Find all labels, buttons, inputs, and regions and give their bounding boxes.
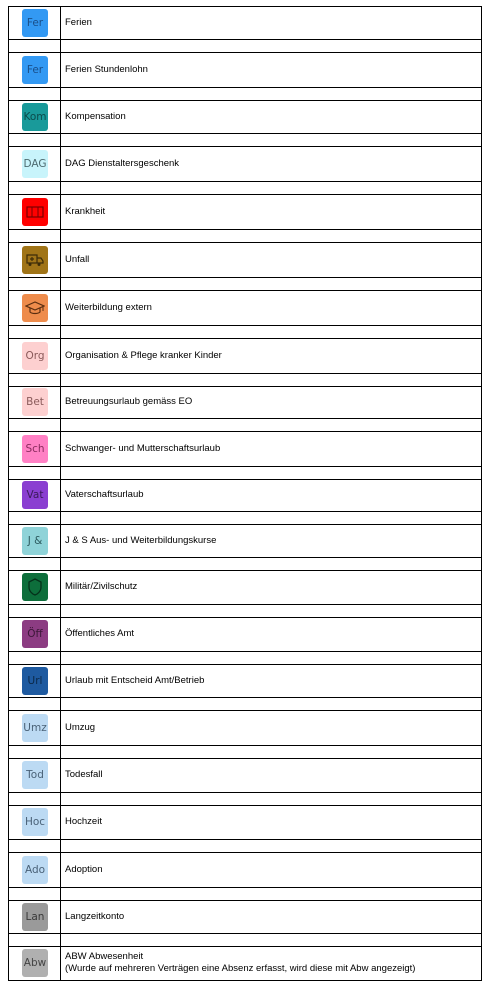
spacer-border <box>8 745 482 746</box>
legend-label-text: J & S Aus- und Weiterbildungskurse <box>65 535 217 546</box>
absence-legend-table <box>8 0 482 980</box>
legend-row <box>8 146 482 181</box>
legend-row <box>8 570 482 604</box>
legend-row <box>8 194 482 229</box>
legend-label-text: Urlaub mit Entscheid Amt/Betrieb <box>65 675 205 686</box>
spacer-border <box>8 133 482 134</box>
legend-row <box>8 100 482 133</box>
legend-row <box>8 290 482 325</box>
legend-label-text: Ferien <box>65 17 92 28</box>
legend-row <box>8 946 482 980</box>
legend-row <box>8 431 482 466</box>
code-badge: Org <box>22 342 48 370</box>
legend-row <box>8 617 482 651</box>
spacer-border <box>8 87 482 88</box>
hospital-bed-icon <box>26 206 44 218</box>
code-badge: Öff <box>22 620 48 648</box>
legend-label-text: Kompensation <box>65 111 126 122</box>
ambulance-badge <box>22 246 48 274</box>
table-bottom-border <box>8 980 482 981</box>
legend-label <box>65 302 152 314</box>
legend-label-text: Organisation & Pflege kranker Kinder <box>65 350 222 361</box>
spacer-border <box>8 651 482 652</box>
legend-label-text: Adoption <box>65 864 103 875</box>
legend-label-text: Vaterschaftsurlaub <box>65 489 144 500</box>
code-badge: Hoc <box>22 808 48 836</box>
legend-label <box>65 581 137 593</box>
code-badge: Sch <box>22 435 48 463</box>
legend-label-text: Ferien Stundenlohn <box>65 64 148 75</box>
legend-label <box>65 675 204 687</box>
spacer-border <box>8 557 482 558</box>
legend-label <box>65 816 102 828</box>
legend-row <box>8 758 482 792</box>
spacer-border <box>8 39 482 40</box>
spacer-border <box>8 604 482 605</box>
hospital-bed-badge <box>22 198 48 226</box>
legend-label <box>65 722 95 734</box>
graduation-cap-icon <box>25 301 45 315</box>
spacer-border <box>8 933 482 934</box>
graduation-cap-badge <box>22 294 48 322</box>
legend-label-note: (Wurde auf mehreren Verträgen eine Absenz erfasst, wird diese mit Abw angezeigt) <box>65 963 416 974</box>
spacer-border <box>8 418 482 419</box>
legend-row <box>8 386 482 418</box>
legend-label-text: Militär/Zivilschutz <box>65 581 138 592</box>
legend-row <box>8 242 482 277</box>
legend-label <box>65 864 103 876</box>
shield-icon <box>27 578 43 596</box>
spacer-border <box>8 181 482 182</box>
spacer-border <box>8 229 482 230</box>
code-badge: Fer <box>22 56 48 84</box>
spacer-border <box>8 792 482 793</box>
code-badge: Umz <box>22 714 48 742</box>
ambulance-icon <box>26 253 44 267</box>
legend-row <box>8 852 482 887</box>
legend-row <box>8 6 482 39</box>
legend-label <box>65 17 92 29</box>
code-badge: J & <box>22 527 48 555</box>
spacer-border <box>8 373 482 374</box>
spacer-border <box>8 277 482 278</box>
legend-row <box>8 524 482 557</box>
spacer-border <box>8 511 482 512</box>
legend-label-text: Schwanger- und Mutterschaftsurlaub <box>65 443 221 454</box>
legend-label <box>65 628 134 640</box>
spacer-border <box>8 325 482 326</box>
legend-label-text: Öffentliches Amt <box>65 628 134 639</box>
spacer-border <box>8 887 482 888</box>
code-badge: Url <box>22 667 48 695</box>
legend-label <box>65 64 148 76</box>
code-badge: Ado <box>22 856 48 884</box>
legend-label <box>65 489 144 501</box>
legend-row <box>8 900 482 933</box>
code-badge: Abw <box>22 949 48 977</box>
legend-label-text: Hochzeit <box>65 816 102 827</box>
code-badge: Kom <box>22 103 48 131</box>
code-badge: Vat <box>22 481 48 509</box>
spacer-border <box>8 466 482 467</box>
legend-label-text: DAG Dienstaltersgeschenk <box>65 158 180 169</box>
legend-label <box>65 769 103 781</box>
legend-label <box>65 254 89 266</box>
legend-label-text: Betreuungsurlaub gemäss EO <box>65 396 193 407</box>
legend-row <box>8 710 482 745</box>
shield-badge <box>22 573 48 601</box>
spacer-border <box>8 839 482 840</box>
legend-label <box>65 206 105 218</box>
legend-label-text: Todesfall <box>65 769 103 780</box>
legend-label <box>65 535 216 547</box>
legend-label-text: Krankheit <box>65 206 106 217</box>
legend-row <box>8 805 482 839</box>
code-badge: DAG <box>22 150 48 178</box>
legend-label <box>65 111 126 123</box>
code-badge: Fer <box>22 9 48 37</box>
legend-label <box>65 396 192 408</box>
legend-label <box>65 911 124 923</box>
legend-row <box>8 52 482 87</box>
legend-row <box>8 479 482 511</box>
legend-label-text: ABW Abwesenheit <box>65 951 144 962</box>
code-badge: Tod <box>22 761 48 789</box>
legend-label-text: Langzeitkonto <box>65 911 125 922</box>
code-badge: Lan <box>22 903 48 931</box>
legend-label <box>65 443 220 455</box>
legend-row <box>8 664 482 697</box>
legend-label <box>65 158 179 170</box>
legend-label-text: Umzug <box>65 722 96 733</box>
legend-label-text: Unfall <box>65 254 90 265</box>
code-badge: Bet <box>22 388 48 416</box>
legend-label <box>65 350 222 362</box>
legend-label-text: Weiterbildung extern <box>65 302 152 313</box>
legend-label <box>65 951 415 975</box>
legend-row <box>8 338 482 373</box>
spacer-border <box>8 697 482 698</box>
